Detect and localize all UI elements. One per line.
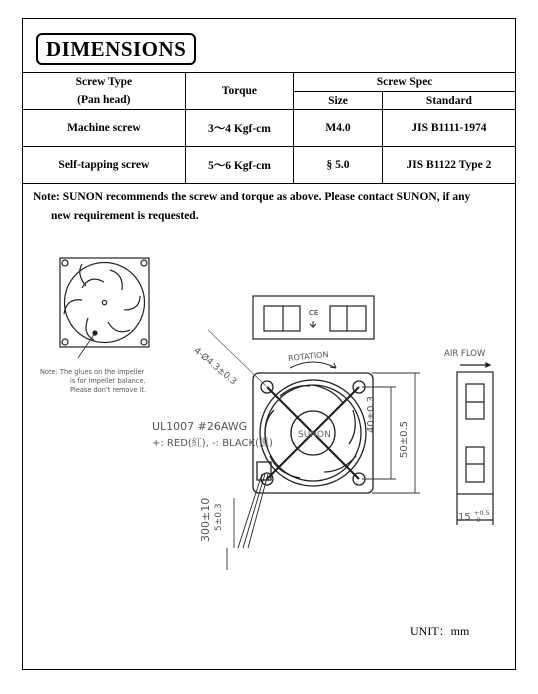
hole-leader-line	[208, 330, 266, 386]
row-size: M4.0	[294, 110, 383, 147]
dim-5-label: 5±0.3	[214, 503, 224, 531]
cable-colors-label: +: RED(紅), -: BLACK(黑)	[152, 438, 273, 449]
hole-spec-label: 4-Ø4.3±0.3	[191, 346, 239, 388]
header-pan-head: (Pan head)	[23, 92, 186, 110]
impeller-sketch	[60, 258, 149, 358]
row-screw-type: Self-tapping screw	[23, 147, 186, 184]
header-size: Size	[294, 92, 383, 110]
dimension-lines	[227, 373, 420, 570]
row-size: § 5.0	[294, 147, 383, 184]
header-screw-spec: Screw Spec	[294, 73, 516, 92]
label-view	[253, 296, 374, 339]
dim-300-label: 300±10	[199, 497, 212, 542]
dim-15-tol-upper: +0.5	[473, 509, 490, 517]
dim-15-tol-lower: -0	[473, 516, 481, 524]
unit-label: UNIT：mm	[410, 624, 470, 638]
glue-note	[40, 368, 146, 395]
dim-15-label	[458, 510, 490, 524]
fan-side-view	[457, 363, 493, 525]
row-screw-type: Machine screw	[23, 110, 186, 147]
glue-note-line-1: Note: The glues on the impeller	[40, 368, 145, 376]
fan-front-view	[238, 373, 373, 548]
row-standard: JIS B1111-1974	[382, 110, 515, 147]
page-title: DIMENSIONS	[36, 33, 196, 65]
glue-note-line-2: is for impeller balance.	[70, 377, 146, 385]
rotation-label: ROTATION	[287, 349, 329, 364]
cable-spec-label: UL1007 #26AWG	[152, 420, 248, 433]
header-screw-type: Screw Type	[23, 73, 186, 92]
note-line-1: Note: SUNON recommends the screw and torque as above. Please contact SUNON, if any	[33, 191, 471, 203]
dim-50-label: 50±0.5	[399, 420, 410, 458]
ce-mark: CE	[309, 309, 319, 317]
dim-15-tolerance	[474, 510, 490, 524]
brand-logo: SUNON	[298, 430, 331, 440]
header-torque: Torque	[185, 73, 293, 110]
row-torque: 3～4 Kgf-cm	[185, 110, 293, 147]
dim-40-label: 40±0.3	[366, 395, 377, 433]
air-flow-label: AIR FLOW	[444, 349, 486, 359]
header-standard: Standard	[382, 92, 515, 110]
rotation-arrow	[290, 362, 336, 368]
glue-note-line-3: Please don't remove it.	[70, 386, 147, 394]
dim-15-value: 15	[458, 512, 471, 523]
row-standard: JIS B1122 Type 2	[382, 147, 515, 184]
note-line-2: new requirement is requested.	[51, 210, 199, 222]
row-torque: 5～6 Kgf-cm	[185, 147, 293, 184]
